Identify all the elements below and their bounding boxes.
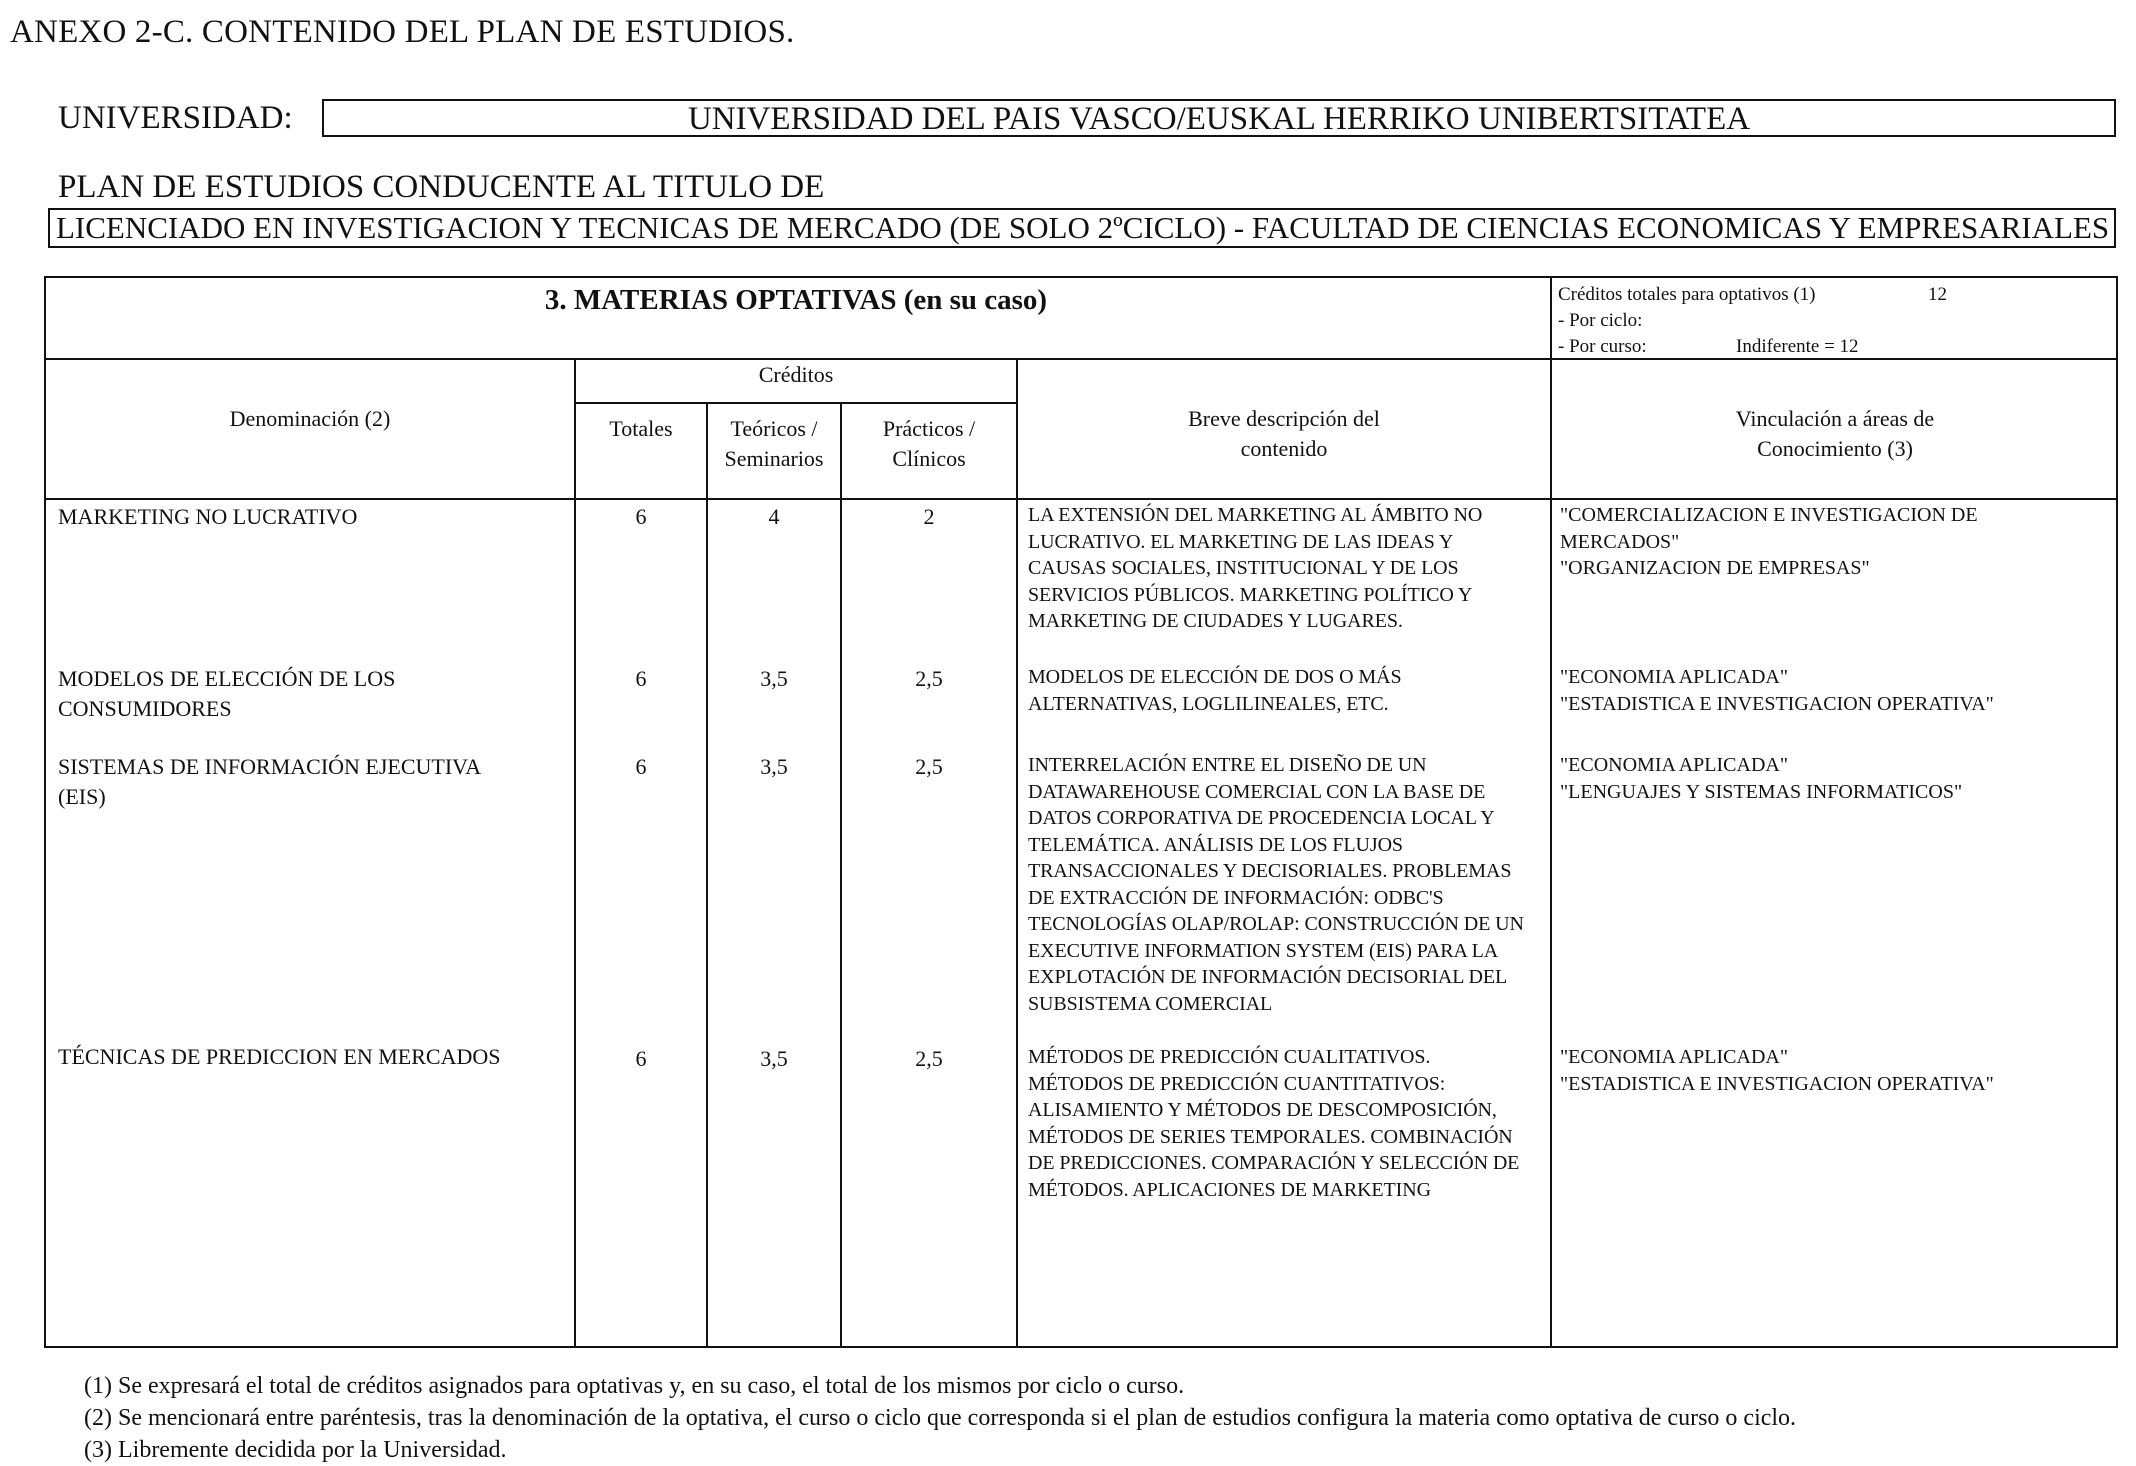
row-denominacion: [58, 664, 395, 724]
credits-per-course-value: Indiferente = 12: [1736, 336, 1859, 357]
desc-line: SERVICIOS PÚBLICOS. MARKETING POLÍTICO Y: [1028, 583, 1473, 606]
vinc-line: MERCADOS": [1560, 530, 1680, 553]
col-divider-teoricos: [706, 402, 708, 1346]
col-header-teoricos-l2: Seminarios: [724, 446, 824, 471]
credits-total-value: 12: [1928, 284, 1947, 305]
credits-total-label: Créditos totales para optativos (1): [1558, 284, 1816, 305]
col-header-teoricos-l1: Teóricos /: [730, 416, 818, 441]
col-header-descripcion: [1018, 404, 1550, 464]
vinc-line: "LENGUAJES Y SISTEMAS INFORMATICOS": [1560, 780, 1963, 803]
row-teoricos: 3,5: [760, 666, 788, 691]
vinc-line: "ECONOMIA APLICADA": [1560, 666, 1789, 688]
footnote-1: (1) Se expresará el total de créditos asignados para optativas y, en su caso, el total de los mismos por ciclo o curso.: [84, 1373, 1185, 1399]
row-vinculacion: [1560, 502, 1978, 582]
annex-title: ANEXO 2-C. CONTENIDO DEL PLAN DE ESTUDIOS.: [10, 14, 795, 50]
vinc-line: "ORGANIZACION DE EMPRESAS": [1560, 557, 1870, 579]
col-header-denominacion: Denominación (2): [229, 406, 391, 431]
desc-line: LUCRATIVO. EL MARKETING DE LAS IDEAS Y: [1028, 530, 1454, 553]
row-descripcion: [1028, 502, 1482, 635]
desc-line: MÉTODOS DE PREDICCIÓN CUALITATIVOS.: [1028, 1046, 1431, 1068]
row-descripcion: [1028, 664, 1401, 717]
footnote-3: (3) Libremente decidida por la Universidad.: [84, 1437, 507, 1463]
row-name-line: CONSUMIDORES: [58, 696, 232, 721]
row-denominacion: [58, 504, 357, 530]
row-denominacion: [58, 1044, 500, 1070]
desc-line: EXECUTIVE INFORMATION SYSTEM (EIS) PARA LA: [1028, 939, 1499, 962]
row-totales: 6: [635, 504, 647, 529]
degree-box: LICENCIADO EN INVESTIGACION Y TECNICAS DE MERCADO (DE SOLO 2ºCICLO) - FACULTAD DE CIENCIAS ECONOMICAS Y EMPRESARIALES: [48, 208, 2116, 248]
vinc-line: "ESTADISTICA E INVESTIGACION OPERATIVA": [1560, 1072, 1994, 1095]
university-label: UNIVERSIDAD:: [58, 100, 293, 136]
desc-line: TRANSACCIONALES Y DECISORIALES. PROBLEMAS: [1028, 860, 1512, 882]
col-header-descripcion-l2: contenido: [1240, 436, 1328, 461]
row-name-line: MARKETING NO LUCRATIVO: [58, 504, 358, 529]
col-header-vinculacion: [1552, 404, 2118, 464]
university-name-box: UNIVERSIDAD DEL PAIS VASCO/EUSKAL HERRIKO UNIBERTSITATEA: [322, 99, 2116, 137]
col-header-descripcion-l1: Breve descripción del: [1188, 406, 1380, 431]
row-teoricos: 4: [768, 504, 780, 529]
col-header-practicos-l1: Prácticos /: [882, 416, 976, 441]
optional-subjects-table: [44, 276, 2118, 1348]
desc-line: DE EXTRACCIÓN DE INFORMACIÓN: ODBC'S: [1028, 886, 1444, 909]
desc-line: DATAWAREHOUSE COMERCIAL CON LA BASE DE: [1028, 780, 1486, 803]
desc-line: CAUSAS SOCIALES, INSTITUCIONAL Y DE LOS: [1028, 557, 1459, 579]
vinc-line: "COMERCIALIZACION E INVESTIGACION DE: [1560, 504, 1978, 526]
row-name-line: (EIS): [58, 784, 106, 809]
credits-per-course-label: - Por curso:: [1558, 336, 1647, 357]
footnotes: [84, 1370, 1796, 1466]
header-row-divider: [46, 498, 2116, 500]
row-practicos: 2: [923, 504, 935, 529]
footnote-2: (2) Se mencionará entre paréntesis, tras la denominación de la optativa, el curso o ciclo que corresponda si el plan de estudios configura la materia como optativa de curso o ciclo.: [84, 1405, 1797, 1431]
col-header-totales: Totales: [609, 416, 673, 441]
credits-info: [1558, 282, 1947, 360]
table-title: 3. MATERIAS OPTATIVAS (en su caso): [544, 284, 1048, 316]
row-practicos: 2,5: [915, 754, 943, 779]
creditos-sub-divider: [576, 402, 1018, 404]
desc-line: EXPLOTACIÓN DE INFORMACIÓN DECISORIAL DEL: [1028, 966, 1508, 988]
row-teoricos: 3,5: [760, 754, 788, 779]
col-header-vinculacion-l2: Conocimiento (3): [1757, 436, 1913, 461]
desc-line: SUBSISTEMA COMERCIAL: [1028, 992, 1273, 1015]
row-name-line: SISTEMAS DE INFORMACIÓN EJECUTIVA: [58, 754, 482, 779]
col-header-creditos: Créditos: [758, 362, 834, 387]
desc-line: MODELOS DE ELECCIÓN DE DOS O MÁS: [1028, 666, 1402, 688]
row-name-line: MODELOS DE ELECCIÓN DE LOS: [58, 666, 396, 691]
plan-label: PLAN DE ESTUDIOS CONDUCENTE AL TITULO DE: [58, 169, 825, 205]
col-divider-practicos: [840, 402, 842, 1346]
desc-line: TELEMÁTICA. ANÁLISIS DE LOS FLUJOS: [1028, 833, 1403, 856]
desc-line: DATOS CORPORATIVA DE PROCEDENCIA LOCAL Y: [1028, 807, 1495, 829]
desc-line: TECNOLOGÍAS OLAP/ROLAP: CONSTRUCCIÓN DE UN: [1028, 913, 1524, 935]
col-divider-descripcion: [1016, 358, 1018, 1346]
desc-line: DE PREDICCIONES. COMPARACIÓN Y SELECCIÓN DE: [1028, 1152, 1520, 1174]
desc-line: MARKETING DE CIUDADES Y LUGARES.: [1028, 610, 1403, 632]
row-vinculacion: [1560, 752, 1962, 805]
credits-per-cycle-label: - Por ciclo:: [1558, 310, 1643, 331]
row-descripcion: [1028, 752, 1524, 1017]
col-header-practicos: [842, 414, 1016, 474]
desc-line: MÉTODOS DE PREDICCIÓN CUANTITATIVOS:: [1028, 1072, 1446, 1095]
desc-line: LA EXTENSIÓN DEL MARKETING AL ÁMBITO NO: [1028, 504, 1483, 526]
row-vinculacion: [1560, 1044, 1994, 1097]
col-header-teoricos: [708, 414, 840, 474]
row-vinculacion: [1560, 664, 1994, 717]
row-teoricos: 3,5: [760, 1046, 788, 1071]
row-totales: 6: [635, 666, 647, 691]
desc-line: ALISAMIENTO Y MÉTODOS DE DESCOMPOSICIÓN,: [1028, 1099, 1497, 1121]
desc-line: ALTERNATIVAS, LOGLILINEALES, ETC.: [1028, 692, 1389, 715]
row-practicos: 2,5: [915, 666, 943, 691]
desc-line: INTERRELACIÓN ENTRE EL DISEÑO DE UN: [1028, 754, 1427, 776]
vinc-line: "ECONOMIA APLICADA": [1560, 754, 1789, 776]
row-totales: 6: [635, 1046, 647, 1071]
row-denominacion: [58, 752, 481, 812]
vinc-line: "ESTADISTICA E INVESTIGACION OPERATIVA": [1560, 692, 1994, 715]
desc-line: MÉTODOS. APLICACIONES DE MARKETING: [1028, 1178, 1431, 1201]
row-totales: 6: [635, 754, 647, 779]
row-practicos: 2,5: [915, 1046, 943, 1071]
col-header-practicos-l2: Clínicos: [892, 446, 966, 471]
row-descripcion: [1028, 1044, 1519, 1203]
row-name-line: TÉCNICAS DE PREDICCION EN MERCADOS: [58, 1044, 501, 1069]
col-header-vinculacion-l1: Vinculación a áreas de: [1735, 406, 1935, 431]
vinc-line: "ECONOMIA APLICADA": [1560, 1046, 1789, 1068]
desc-line: MÉTODOS DE SERIES TEMPORALES. COMBINACIÓN: [1028, 1125, 1513, 1148]
